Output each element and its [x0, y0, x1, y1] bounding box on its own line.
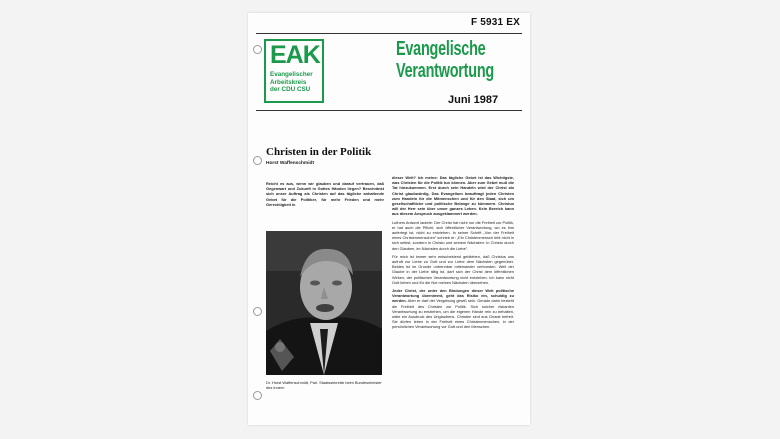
document-code: F 5931 EX — [470, 17, 520, 28]
logo-text — [270, 71, 313, 94]
body-paragraph-3: Für mich ist immer sehr entscheidend geblieben, daß Christus uns aufruft zur Liebe zu Gott und zur Liebe dem Nächsten gegenüber. Beides ist im Grunde untrennbar miteinander verbunden. Weil der Glaube in der Liebe tätig ist, darf sich der Christ dem öffentlichen Wirken, der politischen Verantwortung nicht entziehen. Ich kann nicht Gott lieben und für die Not meines Nächsten übersehen. — [392, 253, 514, 285]
photo-caption: Dr. Horst Waffenschmidt, Parl. Staatssekretär beim Bundesminister des Innern — [266, 380, 382, 391]
article-body — [392, 175, 514, 333]
header-rule-top — [256, 33, 522, 34]
logo-letters: EAK — [270, 41, 320, 69]
eak-logo — [264, 39, 324, 103]
body-paragraph-2: Luthers Antwort lautete: Der Christ hat nicht nur die Freiheit zur Politik, er hat auch die Pflicht, sich öffentlicher Verantwortung, wo es ihm aufertegt ist, nicht zu entziehen. In seiner Schrift „Von der Freiheit eines Christenmenschen" schrieb er: „Ein Christenmensch lebt nicht in sich selbst, sondern in Christo und seinem Nächsten: In Christo durch den Glauben, im Nächsten durch die Liebe". — [392, 219, 514, 251]
article-author: Horst Waffenschmidt — [266, 161, 315, 166]
article-title: Christen in der Politik — [266, 146, 372, 158]
body-paragraph-4-bold: Jeder Christ, der unter den Bindungen dieser Welt politische Verantwortung übernimmt, geht das Risiko ein, schuldig zu werden. — [392, 288, 514, 304]
logo-line-1: Evangelischer — [270, 71, 313, 78]
intro-paragraph: Reicht es aus, wenn wir glauben und darauf vertrauen, daß Gegenwart und Zukunft in Gottes Händen liegen? Beschränkt sich unser Auftrag als Christen auf das tägliche anhaltende Gebet für die Politiker, für mehr Frieden und mehr Gerechtigkeit in — [266, 181, 384, 207]
body-paragraph-4 — [392, 288, 514, 330]
logo-line-3: der CDU CSU — [270, 86, 311, 94]
punch-hole — [253, 391, 262, 400]
punch-hole — [253, 307, 262, 316]
body-paragraph-1: dieser Welt? Ich meine: Das tägliche Gebet ist das Wichtigste, was Christen für die Politik tun können. Aber zum Gebet muß die Tat hinzukommen. Erst durch sein Handeln wird der Christ als Christ glaubwürdig. Das Evangelium beauftragt jeden Christen zum Handeln für die Mitmenschen und für den Staat, sich um gesellschaftliche und politische Belange zu kümmern. Christus will der Herr sein über unser ganzes Leben. Kein Bereich kann aus diesem Anspruch ausgeklammert werden. — [392, 175, 514, 217]
logo-line-2: Arbeitskreis — [270, 78, 307, 86]
portrait-photo — [266, 231, 382, 375]
issue-date: Juni 1987 — [448, 94, 499, 106]
punch-hole — [253, 45, 262, 54]
magazine-title-line-2: Verantwortung — [396, 60, 495, 82]
magazine-title-line-1: Evangelische — [396, 38, 486, 60]
magazine-title — [396, 38, 494, 82]
header-rule-bottom — [256, 110, 522, 111]
article-intro — [266, 181, 384, 210]
body-paragraph-4-rest: Aber er darf der Vergebung gewiß sein. Gerade darin besteht die Freiheit des Christen zur Politik. Sich solcher riskanten Verantwortung zu entziehen, um die eigenen Hände rein zu behalten, wäre ein Ausdruck des Unglaubens. Christen sind aus Gnade befreit. Sie dürfen leben in der Freiheit eines Christenmenschen, in der persönlichen Verantwortung vor Gott und den Menschen. — [392, 298, 515, 330]
document-page — [248, 13, 530, 425]
punch-hole — [253, 156, 262, 165]
